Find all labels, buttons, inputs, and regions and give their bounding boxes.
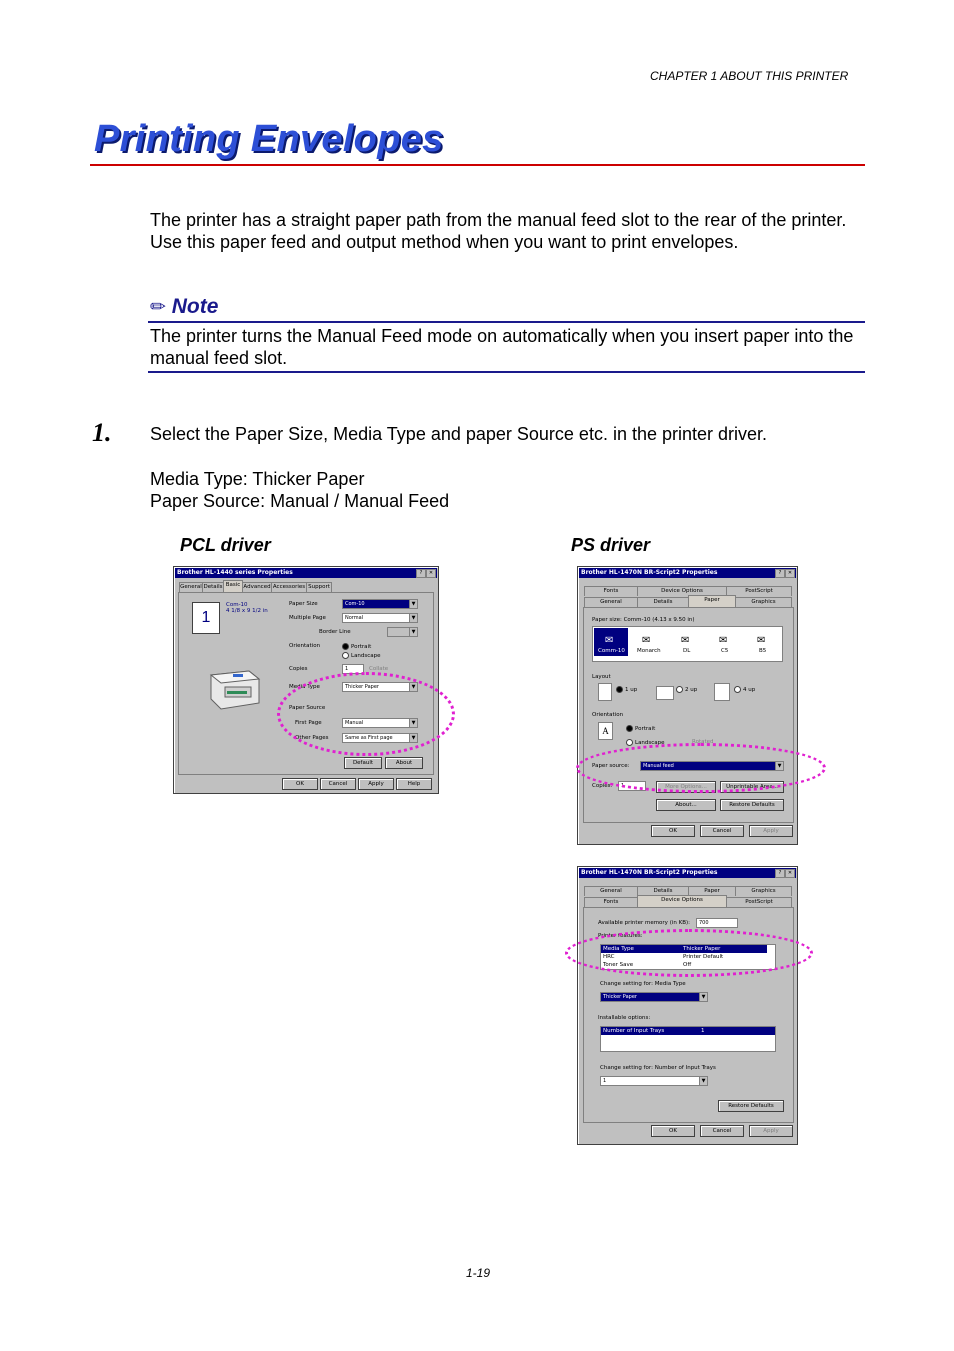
media-type-line: Media Type: Thicker Paper [150,469,365,489]
layout-2up-radio[interactable]: 2 up [676,686,697,693]
chevron-down-icon: ▼ [409,683,417,691]
ok-button[interactable]: OK [651,1125,695,1137]
ps-paper-dialog [577,566,798,845]
paper-source-select[interactable]: Manual feed ▼ [640,761,784,771]
help-title-button[interactable]: ? [775,869,785,878]
chevron-down-icon: ▼ [409,734,417,742]
media-type-select[interactable]: Thicker Paper ▼ [342,682,418,692]
envelope-c5[interactable]: C5 [721,648,729,654]
orientation-preview-icon: A [598,722,613,740]
cancel-button[interactable]: Cancel [320,778,356,790]
media-type-label: Media Type [289,684,320,690]
step-text: Select the Paper Size, Media Type and paper Source etc. in the printer driver. [150,424,768,444]
tab-graphics[interactable]: Graphics [735,886,792,896]
feature-value[interactable]: Printer Default [683,954,724,960]
layout-1up-preview [598,683,612,701]
unprintable-area-button[interactable]: Unprintable Area... [720,781,784,793]
tab-device-options[interactable]: Device Options [637,895,727,907]
help-button[interactable]: Help [396,778,432,790]
paper-size-select[interactable]: Com-10 ▼ [342,599,418,609]
cancel-button[interactable]: Cancel [700,825,744,837]
tab-basic[interactable]: Basic [223,580,243,592]
feature-value[interactable]: Thicker Paper [683,946,721,952]
other-pages-label: Other Pages [295,735,329,741]
envelope-icon: ✉ [757,635,766,646]
tab-paper[interactable]: Paper [688,595,736,607]
tab-device-options[interactable]: Device Options [637,586,727,596]
cancel-button[interactable]: Cancel [700,1125,744,1137]
envelope-dl[interactable]: DL [683,648,691,654]
feature-name[interactable]: HRC [603,954,615,960]
envelope-icon: ✉ [642,635,651,646]
tab-details[interactable]: Details [637,886,689,896]
ps-device-options-dialog [577,866,798,1145]
memory-label: Available printer memory (in KB): [598,920,690,926]
multiple-page-select[interactable]: Normal ▼ [342,613,418,623]
close-icon[interactable]: ✕ [785,869,795,878]
paper-source-line: Paper Source: Manual / Manual Feed [150,491,450,511]
chapter-header: CHAPTER 1 ABOUT THIS PRINTER [650,69,849,83]
ok-button[interactable]: OK [651,825,695,837]
envelope-b5[interactable]: B5 [759,648,767,654]
pcl-dialog-titlebar: Brother HL-1440 series Properties [175,568,437,578]
about-button[interactable]: About [385,757,423,769]
first-page-select[interactable]: Manual ▼ [342,718,418,728]
note-text: The printer turns the Manual Feed mode on automatically when you insert paper into the manual feed slot. [150,326,854,368]
pencil-icon: ✏ [150,297,166,318]
more-options-button[interactable]: More Options... [656,781,716,793]
restore-defaults-button[interactable]: Restore Defaults [720,799,784,811]
layout-4up-preview [714,683,730,701]
tab-advanced[interactable]: Advanced [243,584,271,590]
chevron-down-icon: ▼ [409,628,417,636]
paper-preview-text: Com-10 4 1/8 x 9 1/2 in [226,602,268,614]
close-icon[interactable]: ✕ [426,569,436,578]
layout-label: Layout [592,674,611,680]
paper-size-value: Comm-10 (4.13 x 9.50 in) [623,617,695,623]
copies-label: Copies [289,666,308,672]
tab-general[interactable]: General [180,584,202,590]
change-trays-label: Change setting for: Number of Input Trays [600,1065,716,1071]
ps-paper-source-highlight [576,743,826,793]
apply-button[interactable]: Apply [358,778,394,790]
first-page-label: First Page [295,720,322,726]
apply-button[interactable]: Apply [749,1125,793,1137]
chevron-down-icon: ▼ [699,1077,707,1085]
envelope-comm10[interactable]: Comm-10 [598,648,625,654]
feature-name[interactable]: Media Type [603,946,634,952]
feature-name[interactable]: Toner Save [603,962,634,968]
chevron-down-icon: ▼ [409,614,417,622]
option-name[interactable]: Number of Input Trays [603,1028,665,1034]
paper-preview: 1 [192,602,220,634]
installable-options-label: Installable options: [598,1015,651,1021]
pcl-highlight-ellipse [277,672,455,756]
multiple-page-label: Multiple Page [289,615,326,621]
portrait-radio[interactable]: Portrait [342,643,371,650]
change-trays-select[interactable]: 1 ▼ [600,1076,708,1086]
landscape-radio[interactable]: Landscape [342,652,381,659]
intro-paragraph: The printer has a straight paper path from the manual feed slot to the rear of the printer. Use this paper feed and output method when you want to print envelopes. [150,210,847,252]
help-title-button[interactable]: ? [775,569,785,578]
paper-source-label: Paper source: [592,763,630,769]
tab-graphics[interactable]: Graphics [735,597,792,607]
chevron-down-icon: ▼ [409,600,417,608]
memory-input[interactable]: 700 [696,918,738,928]
paper-size-label: Paper size: Comm-10 (4.13 x 9.50 in) [592,617,695,623]
title-rule [90,164,865,166]
layout-2up-preview [656,686,674,700]
default-button[interactable]: Default [344,757,382,769]
apply-button[interactable]: Apply [749,825,793,837]
layout-1up-radio[interactable]: 1 up [616,686,637,693]
installable-options-list[interactable] [600,1026,776,1052]
pcl-driver-caption: PCL driver [180,535,271,555]
printer-features-label: Printer features: [598,933,643,939]
chevron-down-icon: ▼ [699,993,707,1001]
chevron-down-icon: ▼ [409,719,417,727]
rotated-checkbox[interactable]: Rotated [692,739,714,745]
paper-size-list[interactable] [592,626,783,662]
tab-general[interactable]: General [584,597,638,607]
copies-label: Copies: [592,783,613,789]
tab-fonts[interactable]: Fonts [584,897,638,907]
ps-dialog-titlebar: Brother HL-1470N BR-Script2 Properties [579,868,796,878]
envelope-icon: ✉ [719,635,728,646]
layout-4up-radio[interactable]: 4 up [734,686,755,693]
copies-input[interactable]: 1 [342,664,364,674]
orientation-label: Orientation [592,712,624,718]
tab-postscript[interactable]: PostScript [726,586,792,596]
tab-general[interactable]: General [584,886,638,896]
change-setting-select[interactable]: Thicker Paper ▼ [600,992,708,1002]
step-number: 1. [92,418,112,447]
border-line-select[interactable] [387,627,418,637]
tab-details[interactable]: Details [637,597,689,607]
copies-input[interactable]: 1 [618,781,646,791]
option-value[interactable]: 1 [701,1028,705,1034]
note-label: Note [171,295,219,318]
envelope-monarch[interactable]: Monarch [637,648,661,654]
help-title-button[interactable]: ? [416,569,426,578]
landscape-radio[interactable]: Landscape [626,739,665,746]
tab-fonts[interactable]: Fonts [584,586,638,596]
about-button[interactable]: About... [656,799,716,811]
restore-defaults-button[interactable]: Restore Defaults [718,1100,784,1112]
collate-checkbox[interactable]: Collate [369,666,389,672]
orientation-label: Orientation [289,643,321,649]
paper-source-group-label: Paper Source [289,705,326,711]
portrait-radio[interactable]: Portrait [626,725,655,732]
printer-icon [203,663,263,715]
close-icon[interactable]: ✕ [785,569,795,578]
tab-details[interactable]: Details [203,584,223,590]
tab-accessories[interactable]: Accessories [272,584,306,590]
chevron-down-icon: ▼ [775,762,783,770]
page-number: 1-19 [466,1266,491,1280]
page-title: Printing Envelopes [94,118,444,160]
change-setting-label: Change setting for: Media Type [600,981,686,987]
ps-media-type-highlight [565,929,813,977]
envelope-icon: ✉ [681,635,690,646]
note-bottom-rule [148,371,865,373]
feature-value[interactable]: Off [683,962,692,968]
other-pages-select[interactable]: Same as First page ▼ [342,733,418,743]
ps-driver-caption: PS driver [571,535,651,555]
note-heading [150,295,218,319]
paper-size-label: Paper Size [289,601,318,607]
envelope-icon: ✉ [605,635,614,646]
ps-dialog-titlebar: Brother HL-1470N BR-Script2 Properties [579,568,796,578]
tab-support[interactable]: Support [306,582,332,592]
border-line-label: Border Line [319,629,351,635]
ok-button[interactable]: OK [282,778,318,790]
note-top-rule [148,321,865,323]
tab-paper[interactable]: Paper [688,886,736,896]
tab-postscript[interactable]: PostScript [726,897,792,907]
